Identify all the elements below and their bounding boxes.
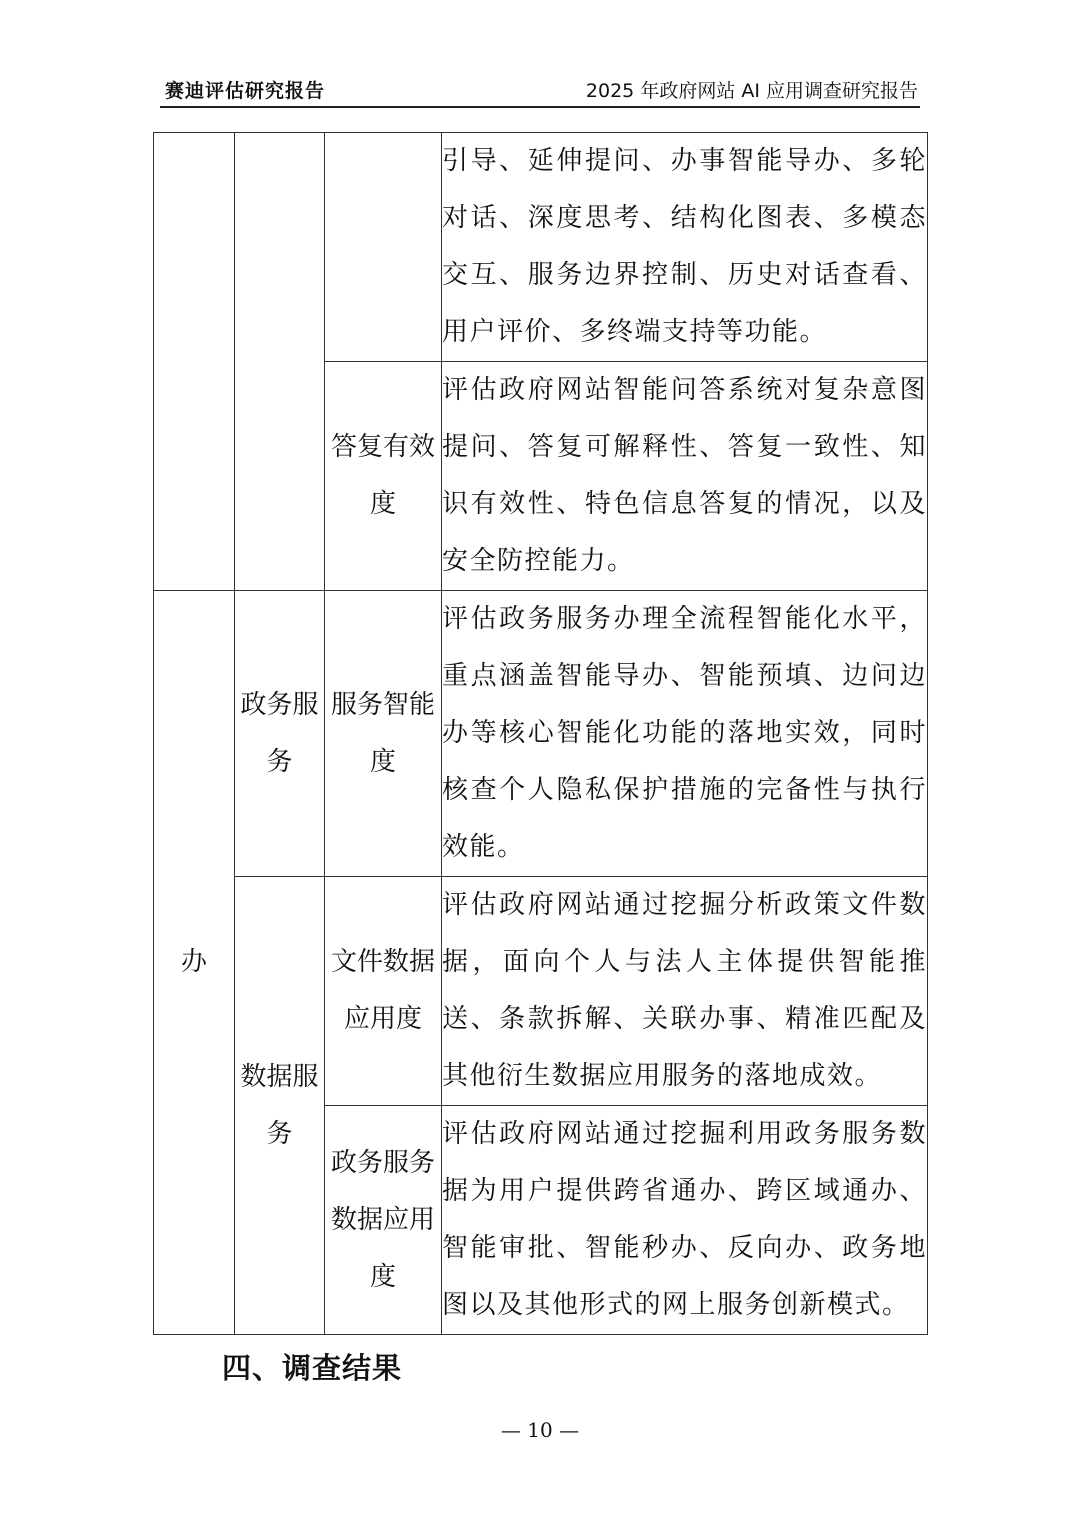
header-divider: [160, 106, 920, 108]
indicator-cell: 答复有效度: [325, 362, 442, 591]
indicator-cell: 服务智能度: [325, 591, 442, 877]
report-series-title: 赛迪评估研究报告: [165, 80, 326, 102]
subcategory-cell: 政务服务: [235, 591, 325, 877]
report-title: 2025 年政府网站 AI 应用调查研究报告: [585, 80, 918, 102]
indicator-cell: 政务服务数据应用度: [325, 1106, 442, 1335]
indicator-cell: [325, 133, 442, 362]
indicator-cell: 文件数据应用度: [325, 877, 442, 1106]
section-heading: 四、调查结果: [222, 1351, 403, 1385]
subcategory-cell: [235, 133, 325, 591]
description-cell: 评估政府网站通过挖掘分析政策文件数据，面向个人与法人主体提供智能推送、条款拆解、关联办事、精准匹配及其他衍生数据应用服务的落地成效。: [442, 877, 928, 1106]
description-cell: 评估政府网站通过挖掘利用政务服务数据为用户提供跨省通办、跨区域通办、智能审批、智能秒办、反向办、政务地图以及其他形式的网上服务创新模式。: [442, 1106, 928, 1335]
description-cell: 评估政府网站智能问答系统对复杂意图提问、答复可解释性、答复一致性、知识有效性、特色信息答复的情况，以及安全防控能力。: [442, 362, 928, 591]
description-cell: 引导、延伸提问、办事智能导办、多轮对话、深度思考、结构化图表、多模态交互、服务边界控制、历史对话查看、用户评价、多终端支持等功能。: [442, 133, 928, 362]
category-cell: 办: [154, 591, 235, 1335]
table-row: [154, 877, 928, 1106]
table-row: [154, 133, 928, 362]
description-cell: 评估政务服务办理全流程智能化水平，重点涵盖智能导办、智能预填、边问边办等核心智能化功能的落地实效，同时核查个人隐私保护措施的完备性与执行效能。: [442, 591, 928, 877]
subcategory-cell: 数据服务: [235, 877, 325, 1335]
table-row: [154, 591, 928, 877]
indicator-table: [153, 132, 928, 1335]
page-number: — 10 —: [500, 1418, 580, 1442]
category-cell: [154, 133, 235, 591]
